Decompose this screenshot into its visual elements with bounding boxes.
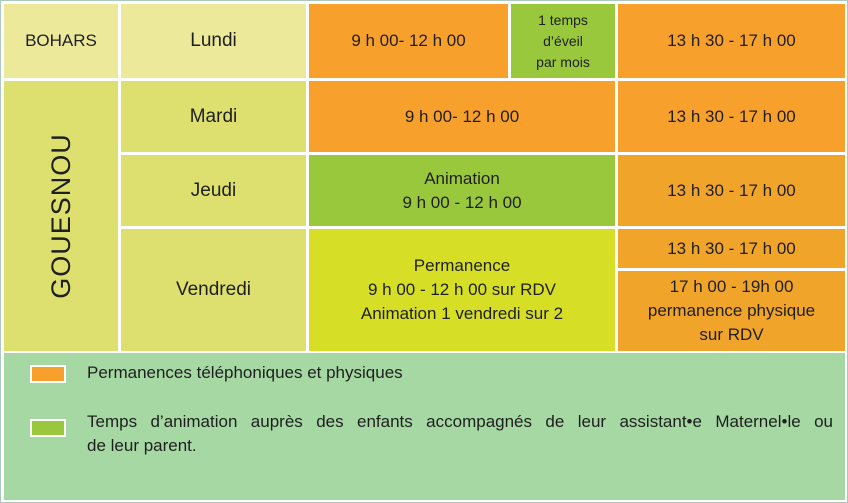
vendredi-morning-line: 9 h 00 - 12 h 00 sur RDV <box>367 280 557 299</box>
lundi-morning-hours: 9 h 00- 12 h 00 <box>351 31 466 50</box>
day-jeudi <box>121 155 306 226</box>
eveil-line: par mois <box>536 53 590 70</box>
vendredi-afternoon-2-line: sur RDV <box>699 325 764 344</box>
mardi-afternoon <box>618 81 845 152</box>
day-jeudi-label: Jeudi <box>190 179 237 201</box>
legend-swatch-green <box>30 419 66 437</box>
day-mardi-label: Mardi <box>189 105 238 127</box>
day-vendredi <box>121 229 306 351</box>
day-lundi-label: Lundi <box>190 30 237 51</box>
jeudi-morning-line: 9 h 00 - 12 h 00 <box>402 192 522 212</box>
vendredi-afternoon-2-line: permanence physique <box>647 301 816 320</box>
jeudi-morning <box>309 155 615 226</box>
legend-orange-label: Permanences téléphoniques et physiques <box>87 363 403 382</box>
day-vendredi-label: Vendredi <box>175 279 251 300</box>
vendredi-afternoon-1-hours: 13 h 30 - 17 h 00 <box>667 238 796 258</box>
legend <box>4 353 845 500</box>
commune-gouesnou-label: GOUESNOU <box>46 133 76 299</box>
day-mardi <box>121 81 306 152</box>
vendredi-afternoon-2-line: 17 h 00 - 19h 00 <box>669 277 794 296</box>
vendredi-morning <box>309 229 615 351</box>
legend-swatch-orange <box>30 365 66 383</box>
jeudi-afternoon-hours: 13 h 30 - 17 h 00 <box>667 180 796 200</box>
mardi-afternoon-hours: 13 h 30 - 17 h 00 <box>667 106 796 126</box>
mardi-morning-hours: 9 h 00- 12 h 00 <box>404 106 520 126</box>
vendredi-morning-line: Permanence <box>413 256 511 275</box>
vendredi-afternoon-2 <box>618 271 845 351</box>
lundi-afternoon <box>618 4 845 78</box>
commune-gouesnou <box>4 81 118 351</box>
commune-bohars <box>4 4 118 78</box>
legend-green-label-line1: Temps d’animation auprès des enfants accompagnés de leur assistant•e Maternel•le ou <box>87 412 833 431</box>
legend-green-label-line2: de leur parent. <box>87 436 197 455</box>
commune-bohars-label: BOHARS <box>25 31 97 50</box>
lundi-eveil <box>511 4 615 78</box>
day-lundi <box>121 4 306 78</box>
mardi-morning <box>309 81 615 152</box>
eveil-line: 1 temps <box>538 11 588 28</box>
lundi-morning <box>309 4 508 78</box>
jeudi-morning-line: Animation <box>424 168 500 188</box>
eveil-line: d’éveil <box>543 32 583 49</box>
lundi-afternoon-hours: 13 h 30 - 17 h 00 <box>667 31 796 50</box>
jeudi-afternoon <box>618 155 845 226</box>
vendredi-afternoon-1 <box>618 229 845 268</box>
vendredi-morning-line: Animation 1 vendredi sur 2 <box>360 304 564 323</box>
